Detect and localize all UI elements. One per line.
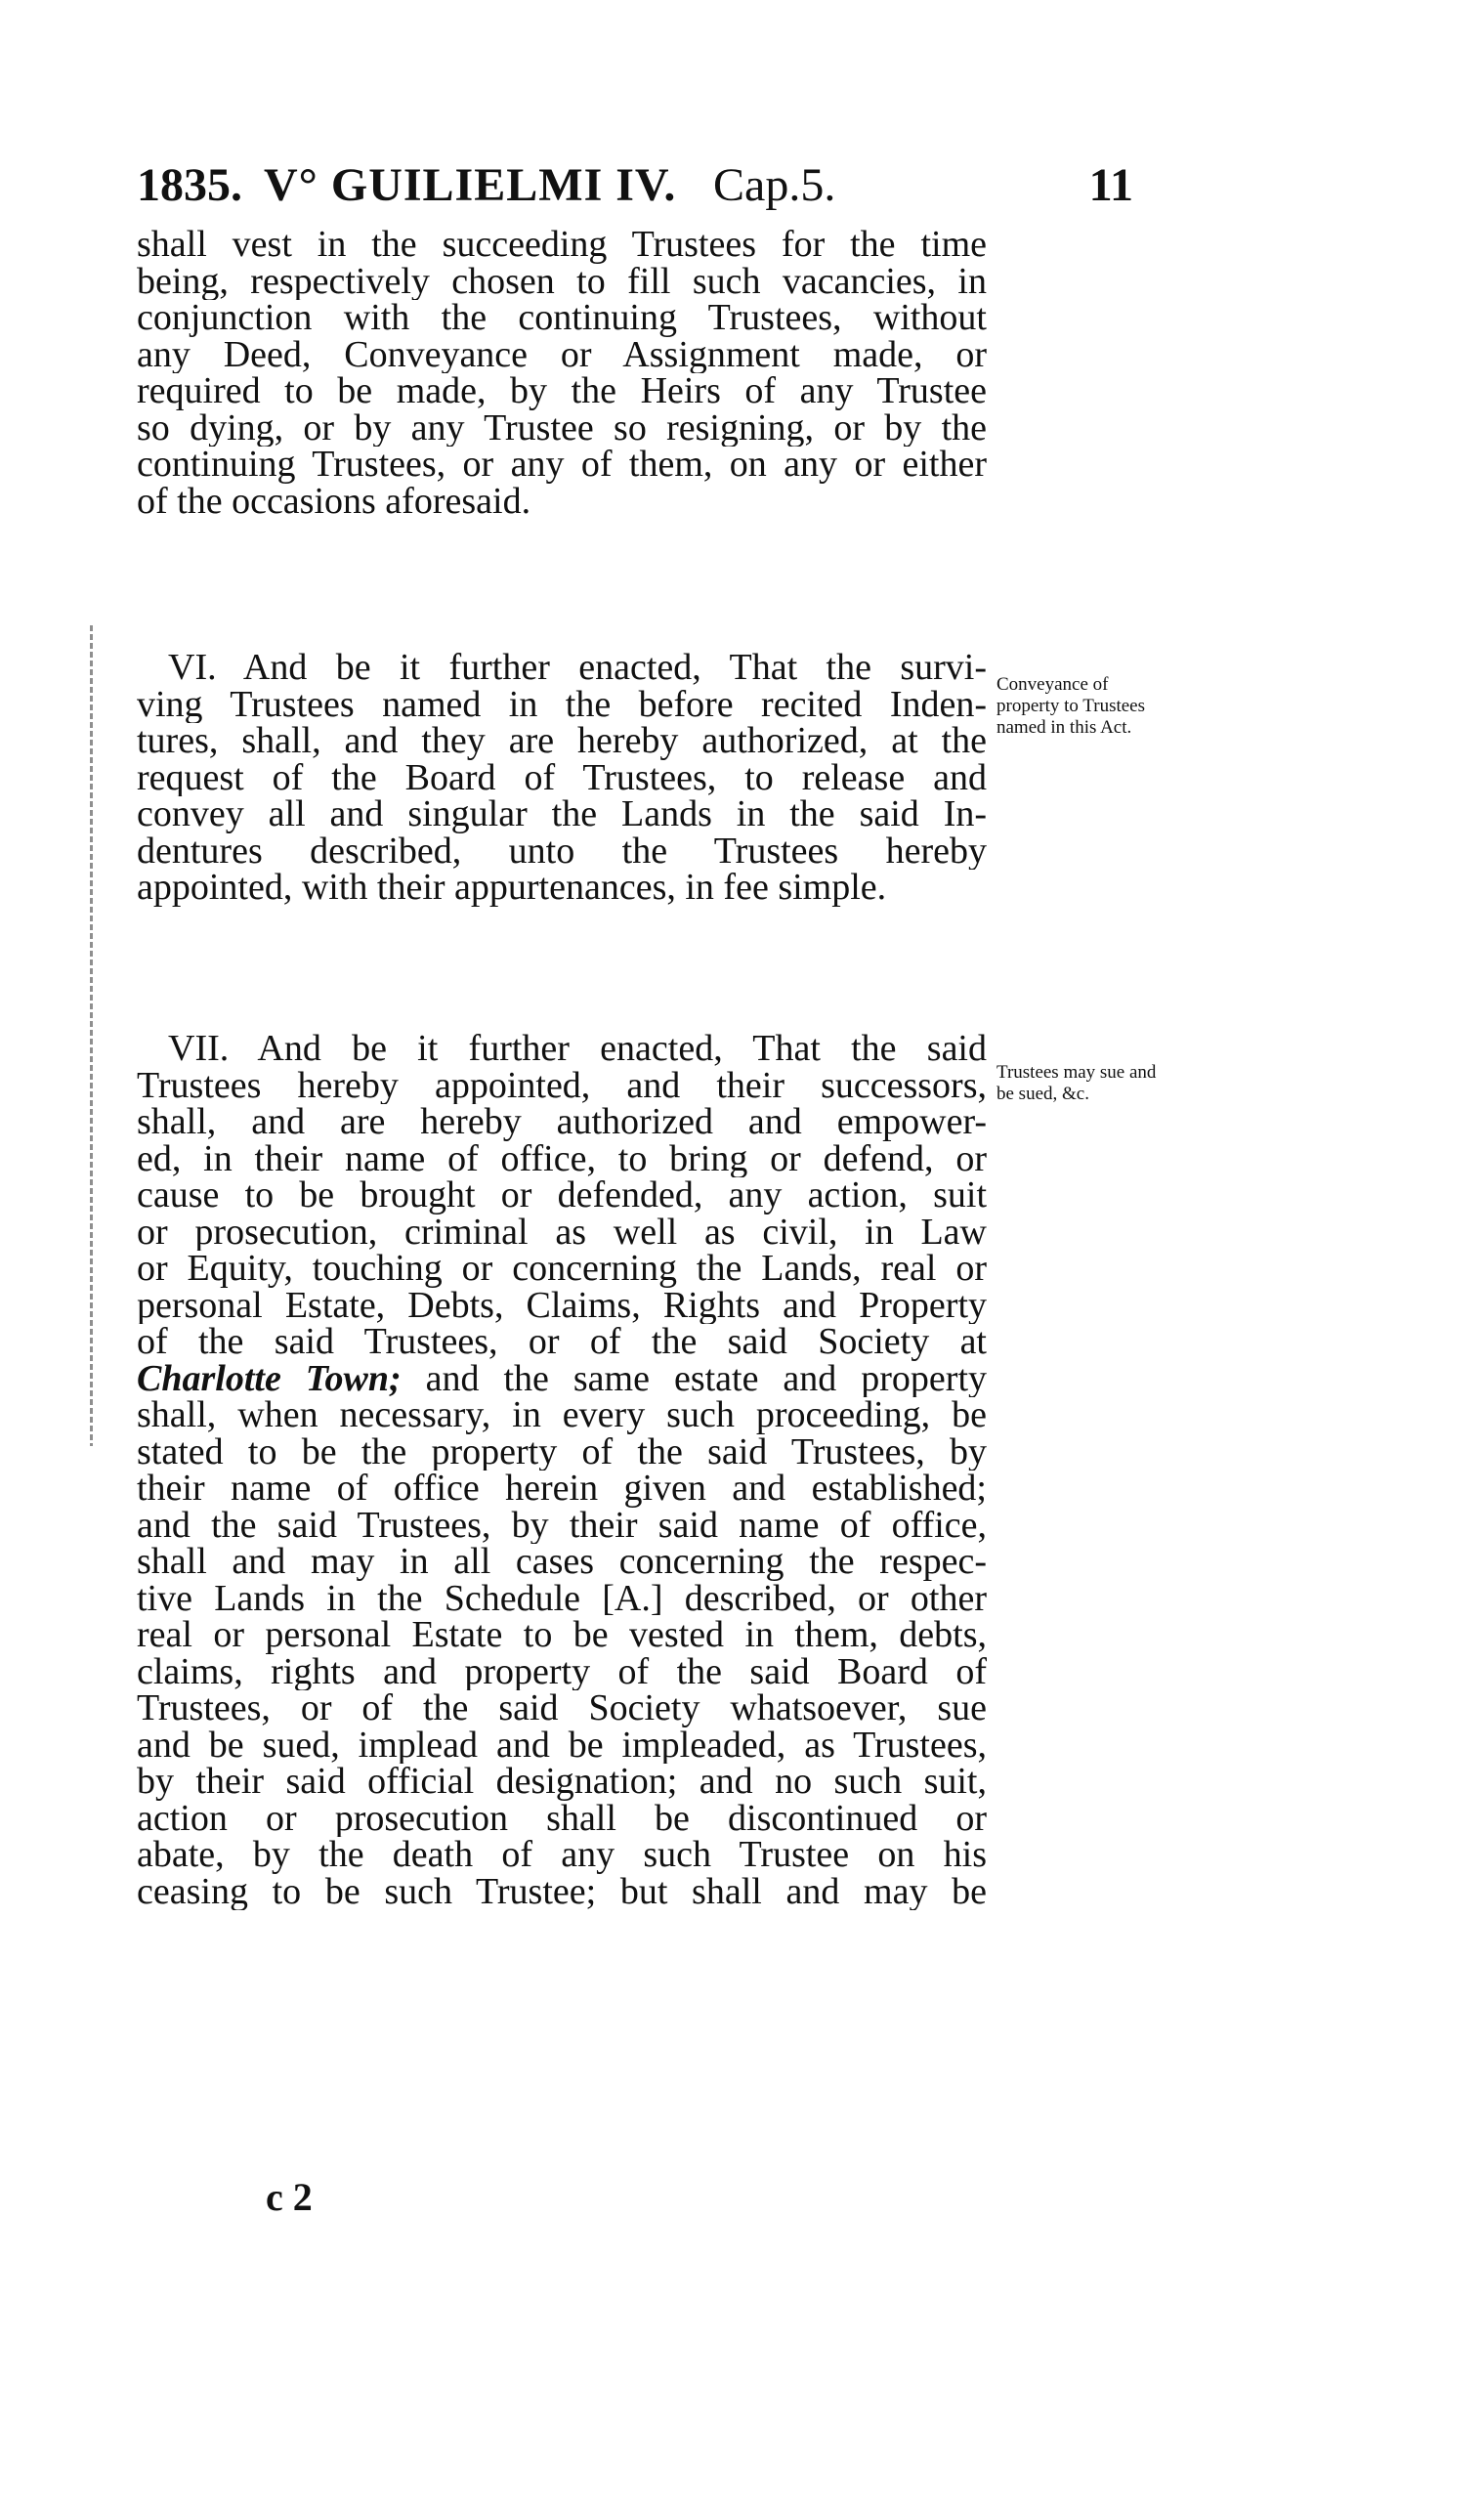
text-line: convey all and singular the Lands in the said In- [137, 796, 987, 833]
place-name: Charlotte Town; [137, 1360, 402, 1397]
text-line: cause to be brought or defended, any action, suit [137, 1177, 987, 1215]
text-line: so dying, or by any Trustee so resigning, or by the [137, 409, 987, 447]
text-line: or Equity, touching or concerning the Lands, real or [137, 1251, 987, 1288]
running-head-chapter: Cap.5. [713, 159, 836, 211]
margin-note-sue: Trustees may sue and be sued, &c. [996, 1062, 1157, 1104]
text-line: action or prosecution shall be discontinued or [137, 1800, 987, 1837]
text-line: and the said Trustees, by their said name of office, [137, 1507, 987, 1544]
text-line: Trustees, or of the said Society whatsoever, sue [137, 1690, 987, 1727]
text-line: request of the Board of Trustees, to release and [137, 759, 987, 796]
text-line: shall, and are hereby authorized and empower- [137, 1104, 987, 1141]
text-line: ving Trustees named in the before recited Inden- [137, 686, 987, 723]
text-line: shall vest in the succeeding Trustees for the time [137, 227, 987, 264]
margin-note-conveyance: Conveyance of property to Trustees named in this Act. [996, 674, 1145, 738]
section-vii [137, 1031, 987, 1910]
text-line: their name of office herein given and established; [137, 1471, 987, 1508]
text-line: or prosecution, criminal as well as civil, in Law [137, 1214, 987, 1251]
section-vi [137, 650, 987, 907]
running-head-year: 1835. [137, 159, 242, 211]
text-line: conjunction with the continuing Trustees, without [137, 300, 987, 337]
text-line: shall, when necessary, in every such proceeding, be [137, 1397, 987, 1434]
text-line: being, respectively chosen to fill such vacancies, in [137, 263, 987, 300]
text-line: tive Lands in the Schedule [A.] described, or other [137, 1580, 987, 1617]
text-line: ceasing to be such Trustee; but shall and may be [137, 1873, 987, 1910]
text-line: any Deed, Conveyance or Assignment made, or [137, 336, 987, 373]
section-heading-line: VI. And be it further enacted, That the survi- [168, 650, 987, 687]
page-number: 11 [1088, 159, 1133, 211]
text-line: of the said Trustees, or of the said Society at [137, 1324, 987, 1361]
text-line: ed, in their name of office, to bring or defend, or [137, 1140, 987, 1177]
running-head-title: V° GUILIELMI IV. [264, 159, 677, 211]
text-line: dentures described, unto the Trustees hereby [137, 832, 987, 870]
text-line: abate, by the death of any such Trustee on his [137, 1837, 987, 1874]
text-fragment: and the same estate and property [425, 1360, 987, 1397]
text-line: and be sued, implead and be impleaded, as Trustees, [137, 1726, 987, 1764]
text-line: stated to be the property of the said Trustees, by [137, 1433, 987, 1471]
margin-rule-decoration [90, 625, 93, 1446]
running-head [137, 156, 1133, 215]
text-line: shall and may in all cases concerning the respec- [137, 1544, 987, 1581]
text-line: continuing Trustees, or any of them, on any or either [137, 447, 987, 484]
section-continuation [137, 227, 987, 520]
text-line: Trustees hereby appointed, and their successors, [137, 1067, 987, 1104]
text-line: by their said official designation; and no such suit, [137, 1764, 987, 1801]
text-line: personal Estate, Debts, Claims, Rights and Property [137, 1287, 987, 1324]
text-line: claims, rights and property of the said Board of [137, 1653, 987, 1690]
text-line-with-place [137, 1361, 987, 1398]
text-line: appointed, with their appurtenances, in fee simple. [137, 870, 887, 907]
text-line: of the occasions aforesaid. [137, 483, 531, 520]
text-line: real or personal Estate to be vested in them, debts, [137, 1617, 987, 1654]
signature-mark: c 2 [266, 2175, 313, 2219]
text-line: required to be made, by the Heirs of any Trustee [137, 373, 987, 410]
section-heading-line: VII. And be it further enacted, That the said [168, 1031, 987, 1068]
text-line: tures, shall, and they are hereby authorized, at the [137, 723, 987, 760]
